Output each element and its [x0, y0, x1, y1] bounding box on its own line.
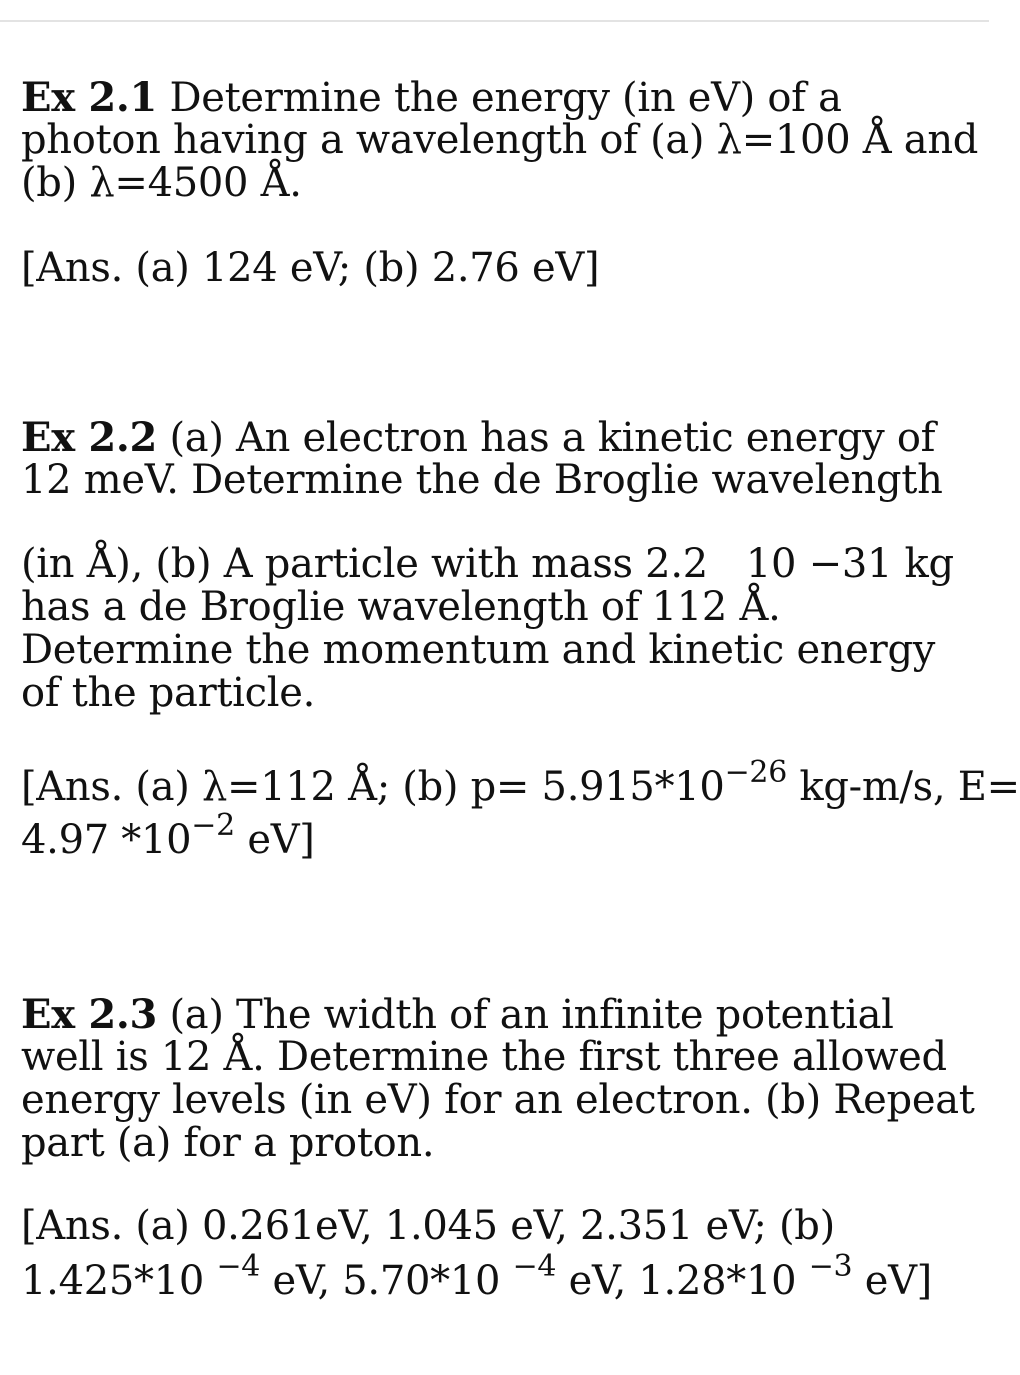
exercise-label: Ex 2.3 — [21, 991, 158, 1038]
exercise-line — [21, 993, 976, 1036]
answer-text: kg-m/s, E= — [787, 764, 1020, 810]
exercise-label: Ex 2.1 — [21, 74, 158, 121]
answer-text: [Ans. (a) λ=112 Å; (b) p= 5.915*10 — [21, 764, 725, 810]
exercise-line — [21, 416, 976, 459]
exercise-line: energy levels (in eV) for an electron. (b) Repeat — [21, 1077, 975, 1123]
exponent: −2 — [191, 807, 235, 843]
answer-2-3 — [21, 1205, 976, 1303]
exercise-line — [21, 76, 976, 119]
answer-text: eV, 1.28*10 — [556, 1258, 809, 1304]
exponent: −4 — [216, 1248, 261, 1284]
answer-text: eV] — [852, 1258, 932, 1304]
exercise-line: part (a) for a proton. — [21, 1120, 435, 1166]
exponent: −3 — [808, 1248, 853, 1284]
top-divider — [0, 20, 989, 22]
exercise-line: has a de Broglie wavelength of 112 Å. — [21, 584, 781, 630]
answer-2-1 — [21, 247, 976, 290]
answer-text: 1.425*10 — [21, 1258, 217, 1304]
answer-text: eV, 5.70*10 — [260, 1258, 513, 1304]
answer-line — [21, 807, 976, 863]
exercise-2-1 — [21, 74, 979, 206]
answer-line — [21, 1248, 976, 1304]
exercise-text: (a) The width of an infinite potential — [157, 992, 894, 1038]
answer-text: eV] — [234, 817, 315, 863]
answer-text: 4.97 *10 — [21, 817, 192, 863]
exercise-2-3 — [21, 993, 976, 1165]
answer-line: [Ans. (a) 0.261eV, 1.045 eV, 2.351 eV; (b) — [21, 1203, 835, 1249]
exercise-line: of the particle. — [21, 670, 316, 716]
exercise-text: 10 −31 kg — [745, 541, 954, 587]
exercise-text: (a) An electron has a kinetic energy of — [157, 415, 936, 461]
exercise-2-2 — [21, 416, 976, 502]
exercise-line: (b) λ=4500 Å. — [21, 160, 302, 206]
answer-text: [Ans. (a) 124 eV; (b) 2.76 eV] — [21, 245, 600, 291]
exercise-2-2-continued — [21, 543, 976, 715]
exercise-text: (in Å), (b) A particle with mass 2.2 — [21, 541, 708, 587]
exercise-line: Determine the momentum and kinetic energy — [21, 627, 936, 673]
exercise-line: photon having a wavelength of (a) λ=100 Å and — [21, 117, 979, 163]
exercise-line: 12 meV. Determine the de Broglie wavelength — [21, 457, 943, 503]
exercise-label: Ex 2.2 — [21, 414, 158, 461]
exponent: −4 — [512, 1248, 557, 1284]
exponent: −26 — [724, 754, 787, 790]
answer-line — [21, 754, 1020, 810]
answer-2-2 — [21, 754, 1020, 863]
exercise-line — [21, 543, 976, 586]
exercise-text: Determine the energy (in eV) of a — [157, 75, 842, 121]
exercise-line: well is 12 Å. Determine the first three allowed — [21, 1034, 947, 1080]
